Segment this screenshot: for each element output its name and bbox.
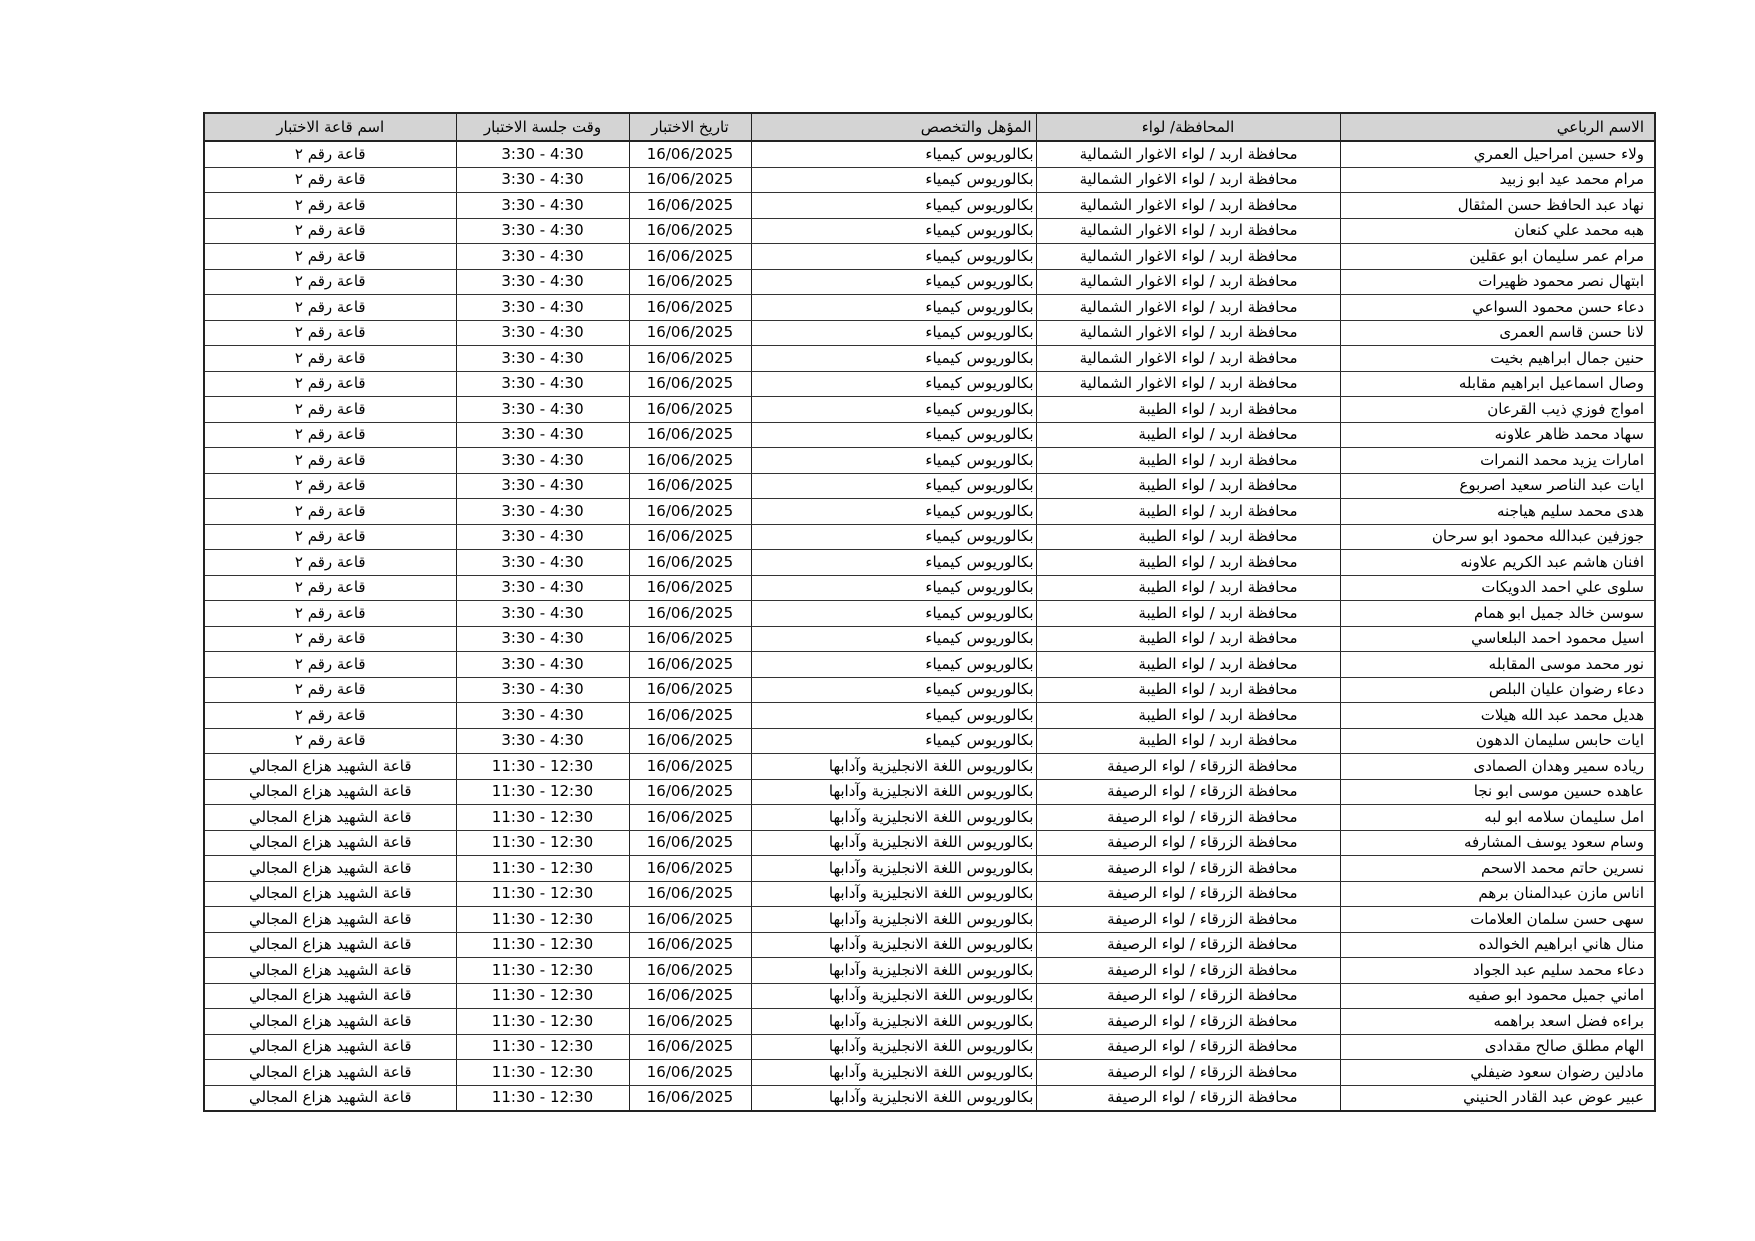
table-row — [204, 805, 1655, 831]
cell-hall: قاعة رقم ٢ — [204, 448, 456, 474]
cell-name: ايات حابس سليمان الدهون — [1340, 728, 1655, 754]
cell-time: 11:30 - 12:30 — [456, 907, 629, 933]
cell-qualification: بكالوريوس كيمياء — [751, 295, 1036, 321]
cell-time: 3:30 - 4:30 — [456, 677, 629, 703]
cell-name: امواج فوزي ذيب القرعان — [1340, 397, 1655, 423]
table-row — [204, 1060, 1655, 1086]
cell-governorate: محافظة اربد / لواء الاغوار الشمالية — [1036, 218, 1340, 244]
cell-time: 11:30 - 12:30 — [456, 805, 629, 831]
cell-hall: قاعة الشهيد هزاع المجالي — [204, 881, 456, 907]
cell-name: ولاء حسين امراحيل العمري — [1340, 141, 1655, 167]
cell-date: 16/06/2025 — [629, 473, 751, 499]
cell-governorate: محافظة اربد / لواء الطيبة — [1036, 499, 1340, 525]
cell-governorate: محافظة الزرقاء / لواء الرصيفة — [1036, 1009, 1340, 1035]
header-name: الاسم الرباعي — [1340, 113, 1655, 141]
cell-date: 16/06/2025 — [629, 805, 751, 831]
cell-hall: قاعة رقم ٢ — [204, 269, 456, 295]
cell-date: 16/06/2025 — [629, 320, 751, 346]
cell-hall: قاعة رقم ٢ — [204, 652, 456, 678]
table-row — [204, 422, 1655, 448]
cell-governorate: محافظة اربد / لواء الطيبة — [1036, 448, 1340, 474]
cell-date: 16/06/2025 — [629, 141, 751, 167]
cell-time: 3:30 - 4:30 — [456, 575, 629, 601]
header-row — [204, 113, 1655, 141]
cell-name: براءه فضل اسعد براهمه — [1340, 1009, 1655, 1035]
cell-qualification: بكالوريوس اللغة الانجليزية وآدابها — [751, 805, 1036, 831]
table-row — [204, 269, 1655, 295]
cell-time: 3:30 - 4:30 — [456, 499, 629, 525]
cell-date: 16/06/2025 — [629, 193, 751, 219]
cell-hall: قاعة الشهيد هزاع المجالي — [204, 1060, 456, 1086]
cell-qualification: بكالوريوس اللغة الانجليزية وآدابها — [751, 983, 1036, 1009]
cell-governorate: محافظة الزرقاء / لواء الرصيفة — [1036, 1085, 1340, 1111]
cell-name: اناس مازن عبدالمنان برهم — [1340, 881, 1655, 907]
cell-governorate: محافظة الزرقاء / لواء الرصيفة — [1036, 932, 1340, 958]
cell-time: 11:30 - 12:30 — [456, 779, 629, 805]
table-row — [204, 397, 1655, 423]
cell-name: امارات يزيد محمد النمرات — [1340, 448, 1655, 474]
cell-governorate: محافظة اربد / لواء الطيبة — [1036, 677, 1340, 703]
cell-name: لانا حسن قاسم العمرى — [1340, 320, 1655, 346]
cell-date: 16/06/2025 — [629, 1009, 751, 1035]
cell-governorate: محافظة اربد / لواء الطيبة — [1036, 550, 1340, 576]
table-row — [204, 652, 1655, 678]
table-row — [204, 601, 1655, 627]
cell-qualification: بكالوريوس كيمياء — [751, 218, 1036, 244]
cell-qualification: بكالوريوس كيمياء — [751, 448, 1036, 474]
cell-qualification: بكالوريوس اللغة الانجليزية وآدابها — [751, 932, 1036, 958]
header-hall: اسم قاعة الاختبار — [204, 113, 456, 141]
table-row — [204, 881, 1655, 907]
cell-name: نور محمد موسى المقابله — [1340, 652, 1655, 678]
cell-governorate: محافظة اربد / لواء الاغوار الشمالية — [1036, 269, 1340, 295]
cell-governorate: محافظة الزرقاء / لواء الرصيفة — [1036, 856, 1340, 882]
table-row — [204, 728, 1655, 754]
cell-governorate: محافظة اربد / لواء الطيبة — [1036, 652, 1340, 678]
cell-time: 3:30 - 4:30 — [456, 295, 629, 321]
cell-name: هدى محمد سليم هياجنه — [1340, 499, 1655, 525]
cell-hall: قاعة الشهيد هزاع المجالي — [204, 1085, 456, 1111]
cell-governorate: محافظة اربد / لواء الاغوار الشمالية — [1036, 244, 1340, 270]
cell-qualification: بكالوريوس اللغة الانجليزية وآدابها — [751, 1009, 1036, 1035]
cell-hall: قاعة الشهيد هزاع المجالي — [204, 856, 456, 882]
cell-hall: قاعة رقم ٢ — [204, 167, 456, 193]
header-time: وقت جلسة الاختبار — [456, 113, 629, 141]
table-row — [204, 141, 1655, 167]
cell-qualification: بكالوريوس كيمياء — [751, 473, 1036, 499]
cell-governorate: محافظة اربد / لواء الاغوار الشمالية — [1036, 193, 1340, 219]
cell-qualification: بكالوريوس اللغة الانجليزية وآدابها — [751, 881, 1036, 907]
cell-qualification: بكالوريوس كيمياء — [751, 397, 1036, 423]
cell-date: 16/06/2025 — [629, 601, 751, 627]
cell-time: 11:30 - 12:30 — [456, 754, 629, 780]
header-date: تاريخ الاختبار — [629, 113, 751, 141]
cell-name: عاهده حسين موسى ابو نجا — [1340, 779, 1655, 805]
cell-governorate: محافظة الزرقاء / لواء الرصيفة — [1036, 881, 1340, 907]
cell-hall: قاعة رقم ٢ — [204, 244, 456, 270]
cell-date: 16/06/2025 — [629, 550, 751, 576]
cell-time: 11:30 - 12:30 — [456, 1009, 629, 1035]
cell-hall: قاعة الشهيد هزاع المجالي — [204, 907, 456, 933]
table-row — [204, 244, 1655, 270]
cell-time: 3:30 - 4:30 — [456, 141, 629, 167]
cell-date: 16/06/2025 — [629, 575, 751, 601]
cell-time: 11:30 - 12:30 — [456, 932, 629, 958]
cell-hall: قاعة رقم ٢ — [204, 550, 456, 576]
cell-time: 3:30 - 4:30 — [456, 167, 629, 193]
cell-hall: قاعة رقم ٢ — [204, 295, 456, 321]
table-row — [204, 346, 1655, 372]
cell-governorate: محافظة اربد / لواء الاغوار الشمالية — [1036, 346, 1340, 372]
cell-qualification: بكالوريوس اللغة الانجليزية وآدابها — [751, 830, 1036, 856]
cell-qualification: بكالوريوس كيمياء — [751, 422, 1036, 448]
cell-date: 16/06/2025 — [629, 703, 751, 729]
cell-date: 16/06/2025 — [629, 677, 751, 703]
cell-time: 3:30 - 4:30 — [456, 473, 629, 499]
cell-name: ابتهال نصر محمود ظهيرات — [1340, 269, 1655, 295]
cell-time: 11:30 - 12:30 — [456, 830, 629, 856]
cell-governorate: محافظة اربد / لواء الاغوار الشمالية — [1036, 167, 1340, 193]
cell-hall: قاعة رقم ٢ — [204, 601, 456, 627]
cell-governorate: محافظة اربد / لواء الطيبة — [1036, 601, 1340, 627]
table-row — [204, 1034, 1655, 1060]
cell-time: 3:30 - 4:30 — [456, 346, 629, 372]
cell-name: جوزفين عبدالله محمود ابو سرحان — [1340, 524, 1655, 550]
cell-qualification: بكالوريوس كيمياء — [751, 652, 1036, 678]
cell-qualification: بكالوريوس اللغة الانجليزية وآدابها — [751, 1034, 1036, 1060]
cell-governorate: محافظة اربد / لواء الطيبة — [1036, 626, 1340, 652]
table-row — [204, 958, 1655, 984]
cell-name: مرام عمر سليمان ابو عقلين — [1340, 244, 1655, 270]
table-row — [204, 167, 1655, 193]
cell-date: 16/06/2025 — [629, 1034, 751, 1060]
cell-governorate: محافظة الزرقاء / لواء الرصيفة — [1036, 779, 1340, 805]
cell-qualification: بكالوريوس كيمياء — [751, 626, 1036, 652]
cell-time: 3:30 - 4:30 — [456, 269, 629, 295]
cell-hall: قاعة رقم ٢ — [204, 499, 456, 525]
cell-date: 16/06/2025 — [629, 856, 751, 882]
cell-hall: قاعة رقم ٢ — [204, 703, 456, 729]
cell-hall: قاعة الشهيد هزاع المجالي — [204, 932, 456, 958]
exam-schedule-table — [203, 112, 1656, 1112]
cell-hall: قاعة رقم ٢ — [204, 371, 456, 397]
cell-governorate: محافظة اربد / لواء الطيبة — [1036, 473, 1340, 499]
cell-hall: قاعة رقم ٢ — [204, 397, 456, 423]
cell-date: 16/06/2025 — [629, 524, 751, 550]
cell-name: وصال اسماعيل ابراهيم مقابله — [1340, 371, 1655, 397]
cell-hall: قاعة رقم ٢ — [204, 626, 456, 652]
cell-qualification: بكالوريوس كيمياء — [751, 524, 1036, 550]
table-row — [204, 856, 1655, 882]
cell-qualification: بكالوريوس اللغة الانجليزية وآدابها — [751, 907, 1036, 933]
cell-time: 3:30 - 4:30 — [456, 524, 629, 550]
cell-governorate: محافظة اربد / لواء الطيبة — [1036, 703, 1340, 729]
table-row — [204, 754, 1655, 780]
cell-hall: قاعة رقم ٢ — [204, 320, 456, 346]
cell-hall: قاعة رقم ٢ — [204, 473, 456, 499]
cell-qualification: بكالوريوس كيمياء — [751, 728, 1036, 754]
cell-governorate: محافظة اربد / لواء الطيبة — [1036, 524, 1340, 550]
cell-hall: قاعة الشهيد هزاع المجالي — [204, 1034, 456, 1060]
exam-schedule-sheet — [203, 112, 1654, 1112]
cell-time: 11:30 - 12:30 — [456, 881, 629, 907]
table-row — [204, 932, 1655, 958]
cell-name: ايات عبد الناصر سعيد اصربوع — [1340, 473, 1655, 499]
cell-date: 16/06/2025 — [629, 499, 751, 525]
cell-time: 3:30 - 4:30 — [456, 601, 629, 627]
table-row — [204, 473, 1655, 499]
cell-qualification: بكالوريوس كيمياء — [751, 167, 1036, 193]
cell-name: حنين جمال ابراهيم بخيت — [1340, 346, 1655, 372]
cell-hall: قاعة الشهيد هزاع المجالي — [204, 805, 456, 831]
cell-governorate: محافظة الزرقاء / لواء الرصيفة — [1036, 907, 1340, 933]
cell-date: 16/06/2025 — [629, 422, 751, 448]
cell-hall: قاعة رقم ٢ — [204, 422, 456, 448]
cell-time: 3:30 - 4:30 — [456, 422, 629, 448]
cell-name: دعاء محمد سليم عبد الجواد — [1340, 958, 1655, 984]
cell-hall: قاعة رقم ٢ — [204, 677, 456, 703]
cell-name: امل سليمان سلامه ابو لبه — [1340, 805, 1655, 831]
cell-qualification: بكالوريوس كيمياء — [751, 193, 1036, 219]
header-qualification: المؤهل والتخصص — [751, 113, 1036, 141]
cell-qualification: بكالوريوس كيمياء — [751, 244, 1036, 270]
cell-time: 3:30 - 4:30 — [456, 218, 629, 244]
cell-name: دعاء رضوان عليان البلص — [1340, 677, 1655, 703]
cell-qualification: بكالوريوس كيمياء — [751, 703, 1036, 729]
cell-qualification: بكالوريوس اللغة الانجليزية وآدابها — [751, 754, 1036, 780]
cell-hall: قاعة الشهيد هزاع المجالي — [204, 1009, 456, 1035]
cell-time: 3:30 - 4:30 — [456, 244, 629, 270]
cell-date: 16/06/2025 — [629, 346, 751, 372]
cell-hall: قاعة رقم ٢ — [204, 524, 456, 550]
cell-name: سلوى علي احمد الدويكات — [1340, 575, 1655, 601]
cell-date: 16/06/2025 — [629, 728, 751, 754]
cell-qualification: بكالوريوس اللغة الانجليزية وآدابها — [751, 779, 1036, 805]
cell-date: 16/06/2025 — [629, 907, 751, 933]
table-row — [204, 550, 1655, 576]
cell-time: 11:30 - 12:30 — [456, 958, 629, 984]
cell-hall: قاعة الشهيد هزاع المجالي — [204, 958, 456, 984]
table-row — [204, 371, 1655, 397]
cell-qualification: بكالوريوس اللغة الانجليزية وآدابها — [751, 1060, 1036, 1086]
cell-governorate: محافظة اربد / لواء الاغوار الشمالية — [1036, 371, 1340, 397]
cell-name: نسرين حاتم محمد الاسحم — [1340, 856, 1655, 882]
cell-name: اسيل محمود احمد البلعاسي — [1340, 626, 1655, 652]
cell-name: دعاء حسن محمود السواعي — [1340, 295, 1655, 321]
cell-qualification: بكالوريوس كيمياء — [751, 269, 1036, 295]
table-row — [204, 779, 1655, 805]
cell-time: 11:30 - 12:30 — [456, 1085, 629, 1111]
table-row — [204, 1009, 1655, 1035]
cell-governorate: محافظة الزرقاء / لواء الرصيفة — [1036, 754, 1340, 780]
cell-time: 3:30 - 4:30 — [456, 397, 629, 423]
table-body — [204, 141, 1655, 1111]
cell-time: 11:30 - 12:30 — [456, 1034, 629, 1060]
cell-name: وسام سعود يوسف المشارفه — [1340, 830, 1655, 856]
cell-qualification: بكالوريوس كيمياء — [751, 371, 1036, 397]
table-row — [204, 830, 1655, 856]
table-row — [204, 320, 1655, 346]
cell-hall: قاعة الشهيد هزاع المجالي — [204, 983, 456, 1009]
cell-hall: قاعة رقم ٢ — [204, 141, 456, 167]
cell-governorate: محافظة اربد / لواء الطيبة — [1036, 397, 1340, 423]
cell-name: اماني جميل محمود ابو صفيه — [1340, 983, 1655, 1009]
cell-hall: قاعة رقم ٢ — [204, 193, 456, 219]
cell-hall: قاعة الشهيد هزاع المجالي — [204, 830, 456, 856]
table-row — [204, 677, 1655, 703]
cell-date: 16/06/2025 — [629, 167, 751, 193]
table-row — [204, 448, 1655, 474]
cell-time: 3:30 - 4:30 — [456, 703, 629, 729]
cell-qualification: بكالوريوس كيمياء — [751, 575, 1036, 601]
cell-name: عبير عوض عبد القادر الحنيني — [1340, 1085, 1655, 1111]
cell-name: مرام محمد عيد ابو زبيد — [1340, 167, 1655, 193]
cell-name: مادلين رضوان سعود ضيفلي — [1340, 1060, 1655, 1086]
cell-governorate: محافظة اربد / لواء الطيبة — [1036, 728, 1340, 754]
table-header — [204, 113, 1655, 141]
cell-qualification: بكالوريوس اللغة الانجليزية وآدابها — [751, 1085, 1036, 1111]
cell-date: 16/06/2025 — [629, 958, 751, 984]
cell-hall: قاعة الشهيد هزاع المجالي — [204, 779, 456, 805]
cell-governorate: محافظة اربد / لواء الطيبة — [1036, 422, 1340, 448]
table-row — [204, 1085, 1655, 1111]
cell-name: الهام مطلق صالح مقدادى — [1340, 1034, 1655, 1060]
table-row — [204, 983, 1655, 1009]
cell-governorate: محافظة الزرقاء / لواء الرصيفة — [1036, 983, 1340, 1009]
cell-governorate: محافظة اربد / لواء الطيبة — [1036, 575, 1340, 601]
cell-time: 11:30 - 12:30 — [456, 856, 629, 882]
cell-governorate: محافظة اربد / لواء الاغوار الشمالية — [1036, 141, 1340, 167]
cell-governorate: محافظة الزرقاء / لواء الرصيفة — [1036, 1034, 1340, 1060]
cell-name: افنان هاشم عبد الكريم علاونه — [1340, 550, 1655, 576]
cell-governorate: محافظة الزرقاء / لواء الرصيفة — [1036, 805, 1340, 831]
cell-qualification: بكالوريوس كيمياء — [751, 320, 1036, 346]
cell-hall: قاعة رقم ٢ — [204, 575, 456, 601]
cell-governorate: محافظة اربد / لواء الاغوار الشمالية — [1036, 295, 1340, 321]
cell-time: 3:30 - 4:30 — [456, 652, 629, 678]
cell-date: 16/06/2025 — [629, 1085, 751, 1111]
cell-date: 16/06/2025 — [629, 881, 751, 907]
cell-date: 16/06/2025 — [629, 448, 751, 474]
cell-governorate: محافظة الزرقاء / لواء الرصيفة — [1036, 830, 1340, 856]
cell-date: 16/06/2025 — [629, 983, 751, 1009]
cell-date: 16/06/2025 — [629, 830, 751, 856]
cell-hall: قاعة الشهيد هزاع المجالي — [204, 754, 456, 780]
cell-name: هبه محمد علي كنعان — [1340, 218, 1655, 244]
cell-qualification: بكالوريوس كيمياء — [751, 550, 1036, 576]
cell-name: سوسن خالد جميل ابو همام — [1340, 601, 1655, 627]
cell-name: رياده سمير وهدان الصمادى — [1340, 754, 1655, 780]
table-row — [204, 524, 1655, 550]
cell-qualification: بكالوريوس اللغة الانجليزية وآدابها — [751, 958, 1036, 984]
cell-qualification: بكالوريوس كيمياء — [751, 499, 1036, 525]
cell-name: منال هاني ابراهيم الخوالده — [1340, 932, 1655, 958]
cell-time: 11:30 - 12:30 — [456, 983, 629, 1009]
cell-time: 3:30 - 4:30 — [456, 550, 629, 576]
cell-date: 16/06/2025 — [629, 397, 751, 423]
cell-time: 3:30 - 4:30 — [456, 320, 629, 346]
cell-qualification: بكالوريوس كيمياء — [751, 677, 1036, 703]
cell-qualification: بكالوريوس كيمياء — [751, 141, 1036, 167]
cell-time: 3:30 - 4:30 — [456, 193, 629, 219]
cell-date: 16/06/2025 — [629, 218, 751, 244]
table-row — [204, 499, 1655, 525]
cell-name: هديل محمد عبد الله هيلات — [1340, 703, 1655, 729]
cell-time: 11:30 - 12:30 — [456, 1060, 629, 1086]
cell-date: 16/06/2025 — [629, 754, 751, 780]
cell-governorate: محافظة الزرقاء / لواء الرصيفة — [1036, 1060, 1340, 1086]
cell-date: 16/06/2025 — [629, 371, 751, 397]
header-governorate: المحافظة/ لواء — [1036, 113, 1340, 141]
cell-qualification: بكالوريوس اللغة الانجليزية وآدابها — [751, 856, 1036, 882]
table-row — [204, 295, 1655, 321]
cell-date: 16/06/2025 — [629, 1060, 751, 1086]
cell-date: 16/06/2025 — [629, 244, 751, 270]
cell-qualification: بكالوريوس كيمياء — [751, 346, 1036, 372]
cell-time: 3:30 - 4:30 — [456, 626, 629, 652]
cell-governorate: محافظة الزرقاء / لواء الرصيفة — [1036, 958, 1340, 984]
cell-hall: قاعة رقم ٢ — [204, 218, 456, 244]
cell-date: 16/06/2025 — [629, 779, 751, 805]
cell-name: نهاد عبد الحافظ حسن المثقال — [1340, 193, 1655, 219]
cell-name: سهى حسن سلمان العلامات — [1340, 907, 1655, 933]
cell-time: 3:30 - 4:30 — [456, 371, 629, 397]
table-row — [204, 575, 1655, 601]
cell-date: 16/06/2025 — [629, 932, 751, 958]
cell-qualification: بكالوريوس كيمياء — [751, 601, 1036, 627]
cell-hall: قاعة رقم ٢ — [204, 728, 456, 754]
cell-date: 16/06/2025 — [629, 626, 751, 652]
cell-time: 3:30 - 4:30 — [456, 448, 629, 474]
table-row — [204, 703, 1655, 729]
table-row — [204, 218, 1655, 244]
cell-name: سهاد محمد ظاهر علاونه — [1340, 422, 1655, 448]
cell-date: 16/06/2025 — [629, 295, 751, 321]
table-row — [204, 626, 1655, 652]
cell-governorate: محافظة اربد / لواء الاغوار الشمالية — [1036, 320, 1340, 346]
table-row — [204, 193, 1655, 219]
cell-date: 16/06/2025 — [629, 652, 751, 678]
cell-date: 16/06/2025 — [629, 269, 751, 295]
table-row — [204, 907, 1655, 933]
cell-hall: قاعة رقم ٢ — [204, 346, 456, 372]
cell-time: 3:30 - 4:30 — [456, 728, 629, 754]
